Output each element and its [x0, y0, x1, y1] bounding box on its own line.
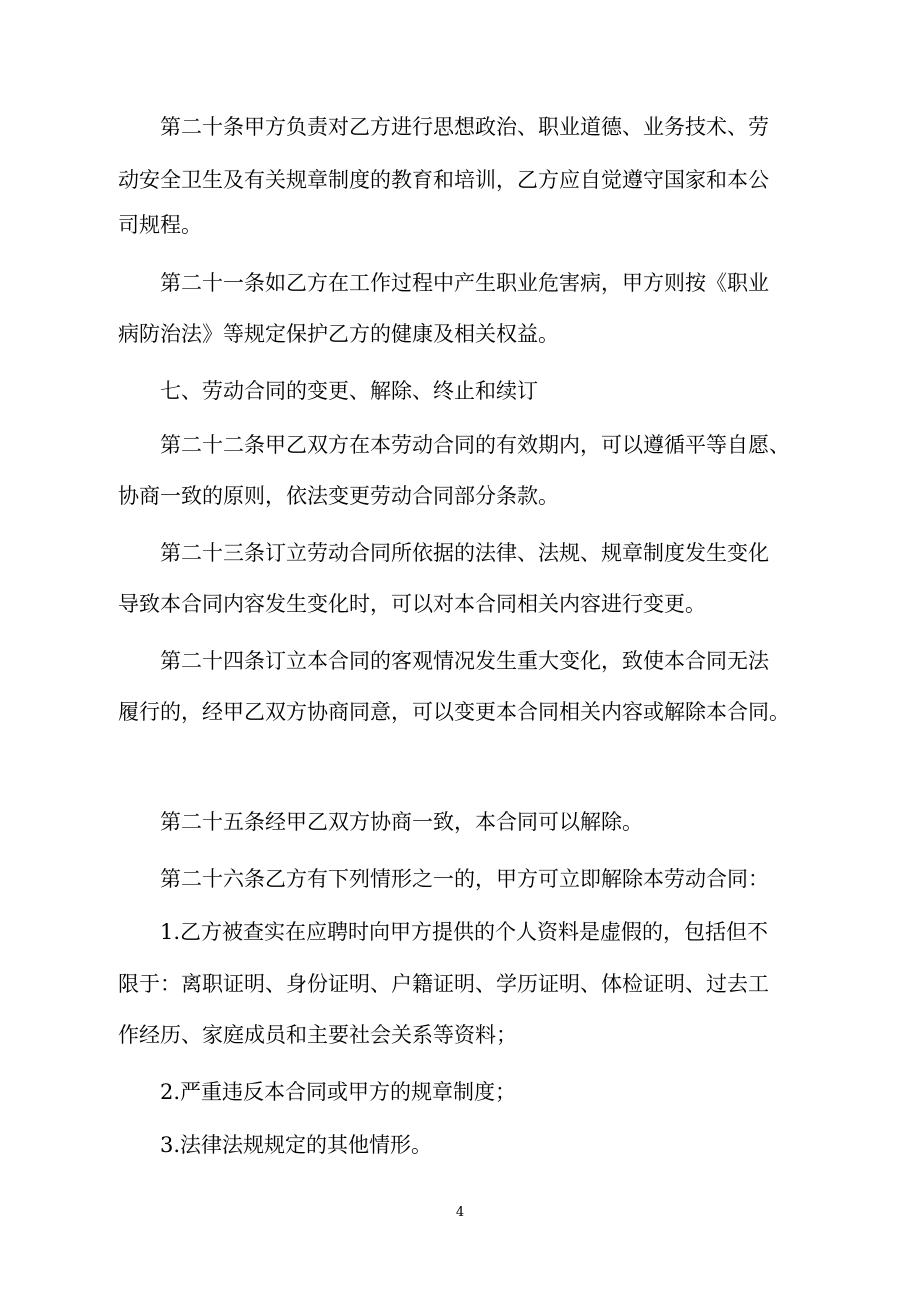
clause-3-line-1: 3.法律法规规定的其他情形。 [160, 1133, 433, 1157]
article-20-line-3: 司规程。 [118, 213, 202, 237]
section-seven-heading: 七、劳动合同的变更、解除、终止和续订 [160, 379, 538, 403]
article-24-line-2: 履行的，经甲乙双方协商同意，可以变更本合同相关内容或解除本合同。 [118, 700, 790, 724]
article-24-line-1: 第二十四条订立本合同的客观情况发生重大变化，致使本合同无法 [160, 649, 769, 673]
clause-2-line-1: 2.严重违反本合同或甲方的规章制度； [160, 1080, 517, 1104]
article-20-line-1: 第二十条甲方负责对乙方进行思想政治、职业道德、业务技术、劳 [160, 115, 769, 139]
clause-1-line-3: 作经历、家庭成员和主要社会关系等资料； [118, 1023, 517, 1047]
article-25-line-1: 第二十五条经甲乙双方协商一致，本合同可以解除。 [160, 810, 643, 834]
article-23-line-2: 导致本合同内容发生变化时，可以对本合同相关内容进行变更。 [118, 592, 706, 616]
article-26-line-1: 第二十六条乙方有下列情形之一的，甲方可立即解除本劳动合同： [160, 867, 769, 891]
article-23-line-1: 第二十三条订立劳动合同所依据的法律、法规、规章制度发生变化 [160, 541, 769, 565]
clause-1-line-1: 1.乙方被查实在应聘时向甲方提供的个人资料是虚假的，包括但不 [160, 920, 769, 944]
page-number: 4 [455, 1205, 465, 1220]
article-22-line-1: 第二十二条甲乙双方在本劳动合同的有效期内，可以遵循平等自愿、 [160, 433, 790, 457]
article-21-line-1: 第二十一条如乙方在工作过程中产生职业危害病，甲方则按《职业 [160, 271, 769, 295]
article-20-line-2: 动安全卫生及有关规章制度的教育和培训，乙方应自觉遵守国家和本公 [118, 168, 769, 192]
clause-1-line-2: 限于：离职证明、身份证明、户籍证明、学历证明、体检证明、过去工 [118, 972, 769, 996]
article-21-line-2: 病防治法》等规定保护乙方的健康及相关权益。 [118, 322, 559, 346]
article-22-line-2: 协商一致的原则，依法变更劳动合同部分条款。 [118, 484, 559, 508]
